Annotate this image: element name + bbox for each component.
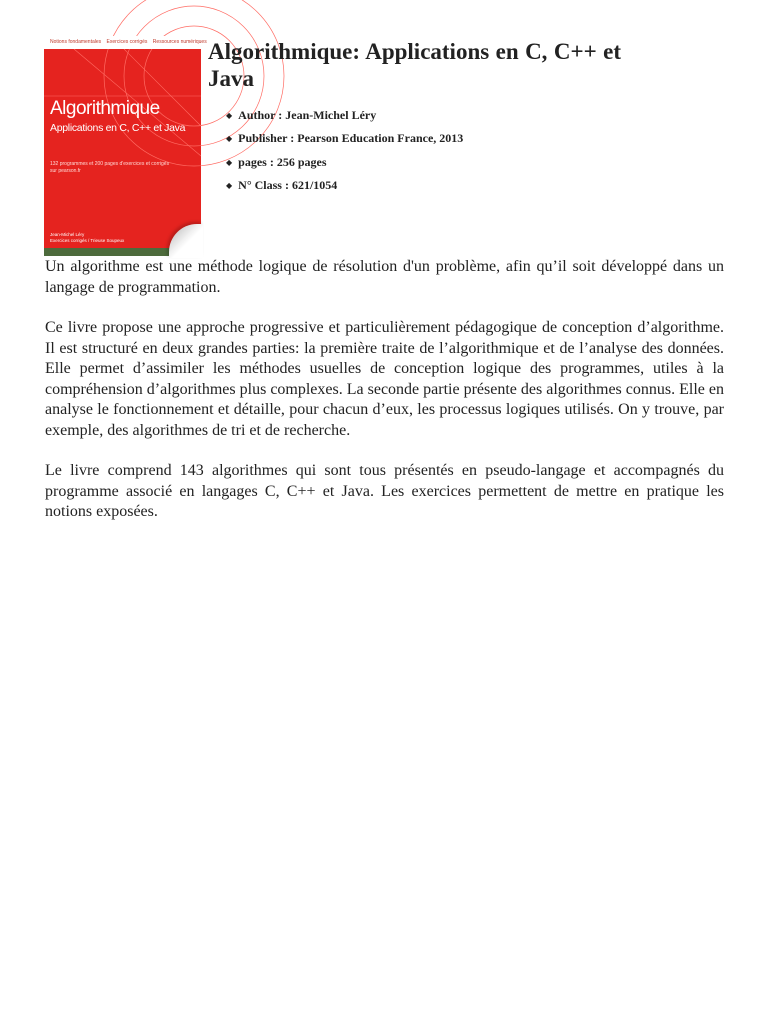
book-cover-image <box>44 36 207 256</box>
cover-topbar-item: Notions fondamentales <box>50 39 102 45</box>
meta-publisher <box>226 131 463 154</box>
meta-publisher-label: Publisher : Pearson Education France, 2013 <box>238 131 464 146</box>
cover-topbar-item: Exercices corrigés <box>106 39 148 45</box>
meta-author <box>226 108 463 131</box>
cover-subtitle: Applications en C, C++ et Java <box>50 122 186 134</box>
cover-topbar-item: Ressources numériques <box>152 39 207 45</box>
meta-author-label: Author : Jean-Michel Léry <box>238 108 377 122</box>
bullet-icon: ◆ <box>226 134 233 144</box>
book-metadata-list <box>226 108 463 201</box>
book-title: Algorithmique: Applications en C, C++ et Java <box>208 39 621 91</box>
book-description <box>45 257 724 543</box>
cover-author <box>50 232 150 244</box>
meta-class <box>226 178 463 201</box>
bullet-icon: ◆ <box>226 111 233 120</box>
description-paragraph: Le livre comprend 143 algorithmes qui sont tous présentés en pseudo-langage et accompagnés du programme associé en langages C, C++ et Java. Les exercices permettent de mettre en pratique les notions exposées. <box>45 462 724 520</box>
meta-pages-label: pages : 256 pages <box>238 154 327 169</box>
description-paragraph: Un algorithme est une méthode logique de résolution d'un problème, afin qu’il soit développé dans un langage de programmation. <box>45 258 724 296</box>
cover-author-note: Exercices corrigés / Trieuse Soupeux <box>50 238 125 243</box>
cover-description: 132 programmes et 200 pages d'exercices et corrigés sur pearson.fr <box>50 161 170 174</box>
bullet-icon: ◆ <box>226 180 233 190</box>
meta-pages <box>226 155 463 178</box>
cover-author-name: Jean-Michel Léry <box>50 232 85 237</box>
cover-topbar <box>44 36 207 49</box>
bullet-icon: ◆ <box>226 157 233 167</box>
meta-class-label: N° Class : 621/1054 <box>238 177 338 192</box>
description-paragraph: Ce livre propose une approche progressive et particulièrement pédagogique de conception d’algorithme. Il est structuré en deux grandes parties: la première traite de l’algorithmique et de l’analyse des données. Elle permet d’assimiler les méthodes usuelles de conception logique des programmes, utiles à la compréhension d’algorithmes plus complexes. La seconde partie présente des algorithmes connus. Elle en analyse le fonctionnement et détaille, pour chacun d’eux, les processus logiques utilisés. On y trouve, par exemple, des algorithmes de tri et de recherche. <box>45 319 724 439</box>
cover-title: Algorithmique <box>50 98 160 119</box>
cover-decoration <box>44 36 201 256</box>
